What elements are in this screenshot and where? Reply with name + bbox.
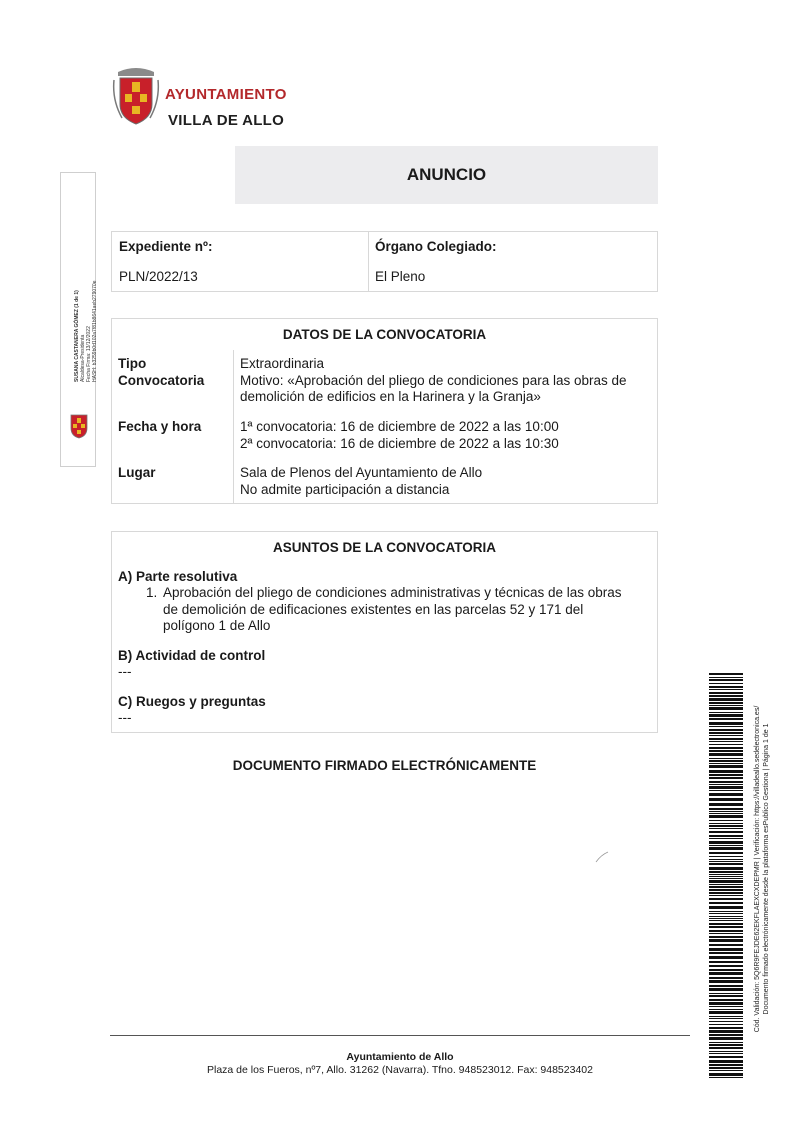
barcode-bar (709, 695, 743, 697)
barcode (709, 673, 743, 1078)
verification-code: Cód. Validación: 5Q6R9FEJDE62EKFLAEXCXDEPMR | Verificación: https://villadeallo.sedelectronica.es/ (754, 705, 761, 1033)
barcode-bar (709, 923, 743, 925)
barcode-bar (709, 738, 743, 740)
barcode-bar (709, 892, 743, 894)
barcode-bar (709, 985, 743, 987)
barcode-bar (709, 856, 743, 857)
barcode-bar (709, 969, 743, 971)
org-name-line1: AYUNTAMIENTO (165, 86, 287, 103)
tipo-label: Tipo (118, 356, 147, 371)
barcode-bar (709, 1056, 743, 1058)
barcode-bar (709, 1002, 743, 1005)
barcode-bar (709, 747, 743, 749)
barcode-bar (709, 673, 743, 675)
barcode-bar (709, 977, 743, 979)
expediente-value: PLN/2022/13 (119, 269, 198, 284)
motivo-line1: Motivo: «Aprobación del pliego de condiciones para las obras de (240, 373, 627, 388)
barcode-bar (709, 765, 743, 768)
table-divider (233, 350, 234, 504)
barcode-bar (709, 760, 743, 762)
barcode-bar (709, 1047, 743, 1049)
barcode-bar (709, 936, 743, 938)
signer-name: SUSANA CASTANERA GÓMEZ (1 de 1) (74, 290, 80, 382)
fecha-primera: 1ª convocatoria: 16 de diciembre de 2022 a las 10:00 (240, 419, 559, 434)
list-item-number: 1. (146, 585, 158, 600)
lugar-note: No admite participación a distancia (240, 482, 450, 497)
barcode-bar (709, 1044, 743, 1046)
barcode-bar (709, 722, 743, 725)
barcode-bar (709, 813, 743, 814)
barcode-bar (709, 876, 743, 877)
barcode-bar (709, 1011, 743, 1014)
municipal-coat-of-arms (112, 66, 160, 128)
barcode-bar (709, 1021, 743, 1022)
barcode-bar (709, 906, 743, 909)
barcode-bar (709, 798, 743, 801)
barcode-bar (709, 729, 743, 731)
table-divider (368, 231, 369, 292)
barcode-bar (709, 712, 743, 713)
barcode-bar (709, 698, 743, 701)
fecha-segunda: 2ª convocatoria: 16 de diciembre de 2022 a las 10:30 (240, 436, 559, 451)
barcode-bar (709, 902, 743, 904)
barcode-bar (709, 838, 743, 839)
organo-label: Órgano Colegiado: (375, 239, 497, 254)
page-title: ANUNCIO (406, 165, 487, 184)
barcode-bar (709, 803, 743, 806)
barcode-bar (709, 1018, 743, 1019)
barcode-bar (709, 677, 743, 678)
barcode-bar (709, 913, 743, 914)
barcode-bar (709, 980, 743, 983)
barcode-bar (709, 741, 743, 742)
footer-org-name: Ayuntamiento de Allo (346, 1051, 454, 1063)
barcode-bar (709, 823, 743, 824)
barcode-bar (709, 841, 743, 844)
barcode-bar (709, 1073, 743, 1076)
expediente-label: Expediente nº: (119, 239, 213, 254)
barcode-bar (709, 972, 743, 975)
ruegos-value: --- (118, 710, 132, 725)
list-item-line3: polígono 1 de Allo (163, 618, 271, 633)
barcode-bar (709, 835, 743, 837)
barcode-bar (709, 774, 743, 776)
barcode-bar (709, 944, 743, 946)
barcode-bar (709, 770, 743, 773)
verification-text (753, 619, 771, 1119)
barcode-bar (709, 1042, 743, 1043)
barcode-bar (709, 933, 743, 934)
barcode-bar (709, 828, 743, 829)
organo-value: El Pleno (375, 269, 426, 284)
datos-section-title: DATOS DE LA CONVOCATORIA (282, 327, 487, 342)
barcode-bar (709, 1067, 743, 1069)
barcode-bar (709, 726, 743, 727)
barcode-bar (709, 874, 743, 875)
barcode-bar (709, 847, 743, 850)
barcode-bar (709, 889, 743, 891)
barcode-bar (709, 916, 743, 917)
barcode-bar (709, 750, 743, 752)
barcode-bar (709, 999, 743, 1001)
actividad-control-label: B) Actividad de control (118, 648, 266, 663)
barcode-bar (709, 686, 743, 688)
barcode-bar (709, 898, 743, 900)
barcode-bar (709, 988, 743, 991)
barcode-bar (709, 930, 743, 932)
signature-hash: HASH: b3259b0d102a7f81b8641aeb279070e (92, 280, 98, 382)
barcode-bar (709, 679, 743, 681)
tipo-label-2: Convocatoria (118, 373, 205, 388)
barcode-bar (709, 895, 743, 896)
barcode-bar (709, 995, 743, 997)
barcode-bar (709, 920, 743, 921)
barcode-bar (709, 852, 743, 854)
fecha-label: Fecha y hora (118, 419, 202, 434)
barcode-bar (709, 793, 743, 796)
barcode-bar (709, 859, 743, 860)
actividad-control-value: --- (118, 664, 132, 679)
barcode-bar (709, 744, 743, 745)
footer-address: Plaza de los Fueros, nº7, Allo. 31262 (Navarra). Tfno. 948523012. Fax: 948523402 (207, 1064, 593, 1076)
barcode-bar (709, 777, 743, 779)
barcode-bar (709, 845, 743, 846)
barcode-bar (709, 1053, 743, 1054)
barcode-bar (709, 867, 743, 870)
asuntos-section-title: ASUNTOS DE LA CONVOCATORIA (272, 540, 496, 555)
barcode-bar (709, 1024, 743, 1025)
lugar-value: Sala de Plenos del Ayuntamiento de Allo (240, 465, 483, 480)
barcode-bar (709, 781, 743, 783)
barcode-bar (709, 1006, 743, 1007)
barcode-bar (709, 961, 743, 963)
barcode-bar (709, 880, 743, 883)
barcode-bar (709, 926, 743, 928)
barcode-bar (709, 952, 743, 954)
footer-divider (110, 1035, 690, 1036)
seal-icon (68, 412, 90, 440)
barcode-bar (709, 820, 743, 821)
list-item-line1: Aprobación del pliego de condiciones administrativas y técnicas de las obras (163, 585, 622, 600)
barcode-bar (709, 689, 743, 690)
electronic-signature-note: DOCUMENTO FIRMADO ELECTRÓNICAMENTE (232, 758, 537, 773)
barcode-bar (709, 1009, 743, 1010)
barcode-bar (709, 718, 743, 720)
barcode-bar (709, 1077, 743, 1078)
barcode-bar (709, 831, 743, 833)
barcode-bar (709, 732, 743, 734)
barcode-bar (709, 956, 743, 959)
barcode-bar (709, 884, 743, 885)
barcode-bar (709, 702, 743, 704)
barcode-bar (709, 705, 743, 706)
barcode-bar (709, 1027, 743, 1029)
org-name-line2: VILLA DE ALLO (168, 112, 285, 129)
barcode-bar (709, 758, 743, 759)
barcode-bar (709, 1051, 743, 1052)
barcode-bar (709, 784, 743, 785)
barcode-bar (709, 763, 743, 764)
barcode-bar (709, 1070, 743, 1071)
tipo-value: Extraordinaria (240, 356, 325, 371)
ruegos-label: C) Ruegos y preguntas (118, 694, 266, 709)
barcode-bar (709, 918, 743, 919)
barcode-bar (709, 863, 743, 865)
barcode-bar (709, 707, 743, 710)
list-item-line2: de demolición de edificaciones existentes en las parcelas 52 y 171 del (163, 602, 584, 617)
verification-platform: Documento firmado electrónicamente desde la plataforma esPublico Gestiona | Página 1 de 1 (763, 723, 770, 1015)
barcode-bar (709, 1030, 743, 1033)
barcode-bar (709, 815, 743, 818)
barcode-bar (709, 1016, 743, 1017)
barcode-bar (709, 993, 743, 994)
lugar-label: Lugar (118, 465, 156, 480)
barcode-bar (709, 1037, 743, 1040)
barcode-bar (709, 861, 743, 862)
parte-resolutiva-label: A) Parte resolutiva (118, 569, 238, 584)
barcode-bar (709, 878, 743, 879)
barcode-bar (709, 939, 743, 942)
signature-text (74, 242, 98, 382)
barcode-bar (709, 735, 743, 736)
barcode-bar (709, 871, 743, 873)
barcode-bar (709, 683, 743, 684)
barcode-bar (709, 811, 743, 812)
barcode-bar (709, 753, 743, 756)
barcode-bar (709, 886, 743, 888)
pen-mark (595, 850, 609, 862)
barcode-bar (709, 965, 743, 967)
barcode-bar (709, 714, 743, 717)
signature-date: Fecha Firma: 13/12/2022 (86, 326, 92, 382)
barcode-bar (709, 825, 743, 827)
barcode-bar (709, 1034, 743, 1036)
barcode-bar (709, 1060, 743, 1063)
barcode-bar (709, 948, 743, 951)
motivo-line2: demolición de edificios en la Harinera y la Granja» (240, 389, 541, 404)
barcode-bar (709, 1064, 743, 1066)
barcode-bar (709, 692, 743, 694)
barcode-bar (709, 808, 743, 810)
barcode-bar (709, 911, 743, 912)
barcode-bar (709, 786, 743, 789)
signer-role: Alcaldesa-Presidenta (80, 334, 86, 382)
barcode-bar (709, 790, 743, 791)
